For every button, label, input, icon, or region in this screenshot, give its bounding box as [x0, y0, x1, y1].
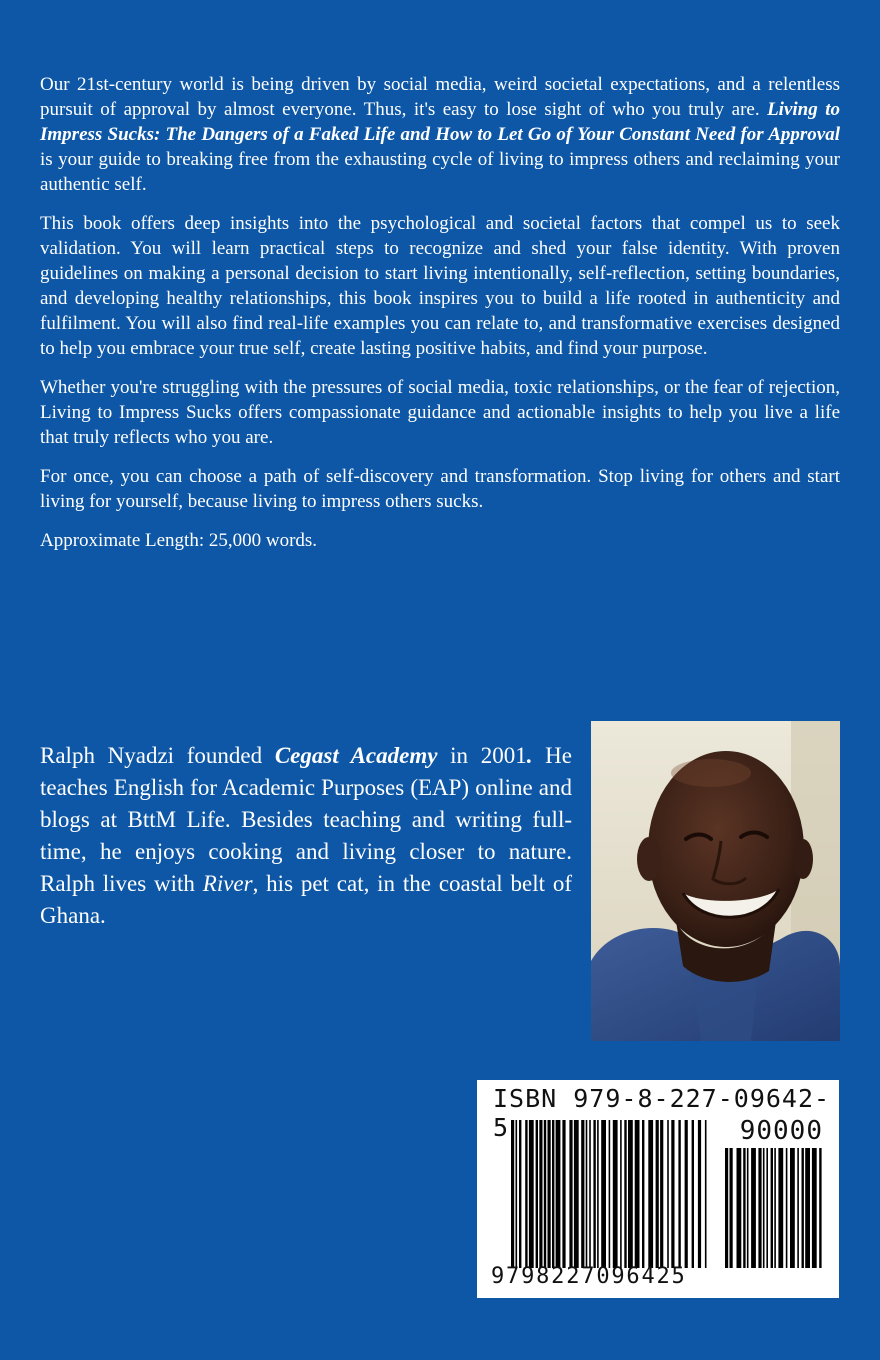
- barcode-bar: [692, 1120, 694, 1268]
- pet-name: River: [202, 871, 253, 896]
- barcode-bar: [805, 1148, 810, 1268]
- barcode-bar: [685, 1120, 688, 1268]
- description-paragraph-3: Whether you're struggling with the pressures of social media, toxic relationships, or the fear of rejection, Living to Impress Sucks offers compassionate guidance and actionable insights to help you live a life that truly reflects who you are.: [40, 377, 840, 448]
- barcode-bar: [678, 1120, 680, 1268]
- barcode-bar: [536, 1120, 538, 1268]
- barcode-bar: [725, 1148, 728, 1268]
- barcode-bar: [581, 1120, 584, 1268]
- barcode-bar: [797, 1148, 799, 1268]
- barcode-bar: [790, 1148, 795, 1268]
- ean-barcode-bars: [511, 1120, 711, 1268]
- barcode-digits: 9798227096425: [491, 1264, 687, 1289]
- addon-barcode-bars: [725, 1148, 823, 1268]
- barcode-bar: [819, 1148, 821, 1268]
- barcode-bar: [529, 1120, 534, 1268]
- bio-part-2: in 2001: [437, 743, 527, 768]
- barcode-bar: [586, 1120, 588, 1268]
- barcode-bar: [635, 1120, 640, 1268]
- barcode-bar: [519, 1120, 521, 1268]
- barcode-bar: [763, 1148, 765, 1268]
- isbn-barcode: [477, 1080, 839, 1298]
- barcode-bar: [642, 1120, 644, 1268]
- description-p1-start: Our 21st-century world is being driven by social media, weird societal expectations, and a relentless pursuit of approval by almost everyone. Thus, it's easy to lose sight of who you truly are.: [40, 74, 840, 120]
- barcode-bar: [511, 1120, 514, 1268]
- book-title: Living to Impress Sucks: The Dangers of a Faked Life and How to Let Go of Your Constant Need for Approval: [40, 99, 841, 145]
- bio-part-3: He teaches English for Academic Purposes (EAP) online and blogs at BttM Life. Besides teaching and writing full-time, he enjoys cooking and living closer to nature. Ralph lives with: [40, 743, 572, 896]
- barcode-bar: [544, 1120, 546, 1268]
- barcode-bar: [589, 1120, 591, 1268]
- barcode-bar: [698, 1120, 701, 1268]
- barcode-bar: [601, 1120, 606, 1268]
- barcode-bar: [730, 1148, 733, 1268]
- barcode-bar: [812, 1148, 817, 1268]
- description-paragraph-4: For once, you can choose a path of self-discovery and transformation. Stop living for others and start living for yourself, because living to impress others sucks.: [40, 466, 840, 512]
- barcode-bar: [667, 1120, 669, 1268]
- barcode-bar: [786, 1148, 788, 1268]
- author-portrait-illustration: [591, 721, 840, 1041]
- price-code: 90000: [739, 1116, 823, 1146]
- barcode-bar: [562, 1120, 565, 1268]
- barcode-bar: [802, 1148, 804, 1268]
- barcode-bar: [525, 1120, 527, 1268]
- barcode-bar: [569, 1120, 572, 1268]
- barcode-bar: [743, 1148, 745, 1268]
- barcode-bar: [593, 1120, 595, 1268]
- bio-part-4: , his pet cat, in the coastal belt of Ghana.: [40, 871, 572, 928]
- barcode-bar: [705, 1120, 707, 1268]
- barcode-bar: [548, 1120, 551, 1268]
- barcode-bar: [597, 1120, 599, 1268]
- barcode-bar: [613, 1120, 618, 1268]
- barcode-bar: [539, 1120, 542, 1268]
- academy-name: Cegast Academy: [274, 743, 438, 768]
- description-paragraph-1: [40, 72, 840, 197]
- barcode-bar: [771, 1148, 773, 1268]
- barcode-bar: [628, 1120, 633, 1268]
- barcode-bar: [758, 1148, 761, 1268]
- isbn-label: ISBN 979-8-227-09642-5: [493, 1084, 831, 1142]
- approximate-length: Approximate Length: 25,000 words.: [40, 530, 318, 551]
- barcode-bar: [552, 1120, 554, 1268]
- book-description: [40, 72, 840, 567]
- description-paragraph-2: This book offers deep insights into the psychological and societal factors that compel us to seek validation. You will learn practical steps to recognize and shed your false identity. With proven guidelines on making a personal decision to start living intentionally, self-reflection, setting boundaries, and developing healthy relationships, this book inspires you to build a life rooted in authenticity and fulfilment. You will also find real-life examples you can relate to, and transformative exercises designed to help you embrace your true self, create lasting positive habits, and find your purpose.: [40, 213, 840, 359]
- author-photo: [591, 721, 840, 1041]
- barcode-bar: [556, 1120, 561, 1268]
- bio-period: .: [526, 743, 533, 768]
- barcode-bar: [737, 1148, 742, 1268]
- bio-part-1: Ralph Nyadzi founded: [40, 743, 275, 768]
- barcode-bar: [751, 1148, 756, 1268]
- barcode-bar: [574, 1120, 579, 1268]
- author-bio: [40, 740, 572, 932]
- barcode-bar: [660, 1120, 663, 1268]
- barcode-bar: [671, 1120, 674, 1268]
- barcode-bar: [774, 1148, 776, 1268]
- barcode-bar: [656, 1120, 659, 1268]
- barcode-bar: [778, 1148, 783, 1268]
- barcode-bar: [747, 1148, 749, 1268]
- barcode-bar: [609, 1120, 611, 1268]
- barcode-bar: [624, 1120, 626, 1268]
- description-p1-end: is your guide to breaking free from the exhausting cycle of living to impress others and reclaiming your authentic self.: [40, 149, 840, 195]
- barcode-bar: [516, 1120, 518, 1268]
- barcode-bar: [620, 1120, 622, 1268]
- barcode-bar: [766, 1148, 768, 1268]
- barcode-bar: [648, 1120, 653, 1268]
